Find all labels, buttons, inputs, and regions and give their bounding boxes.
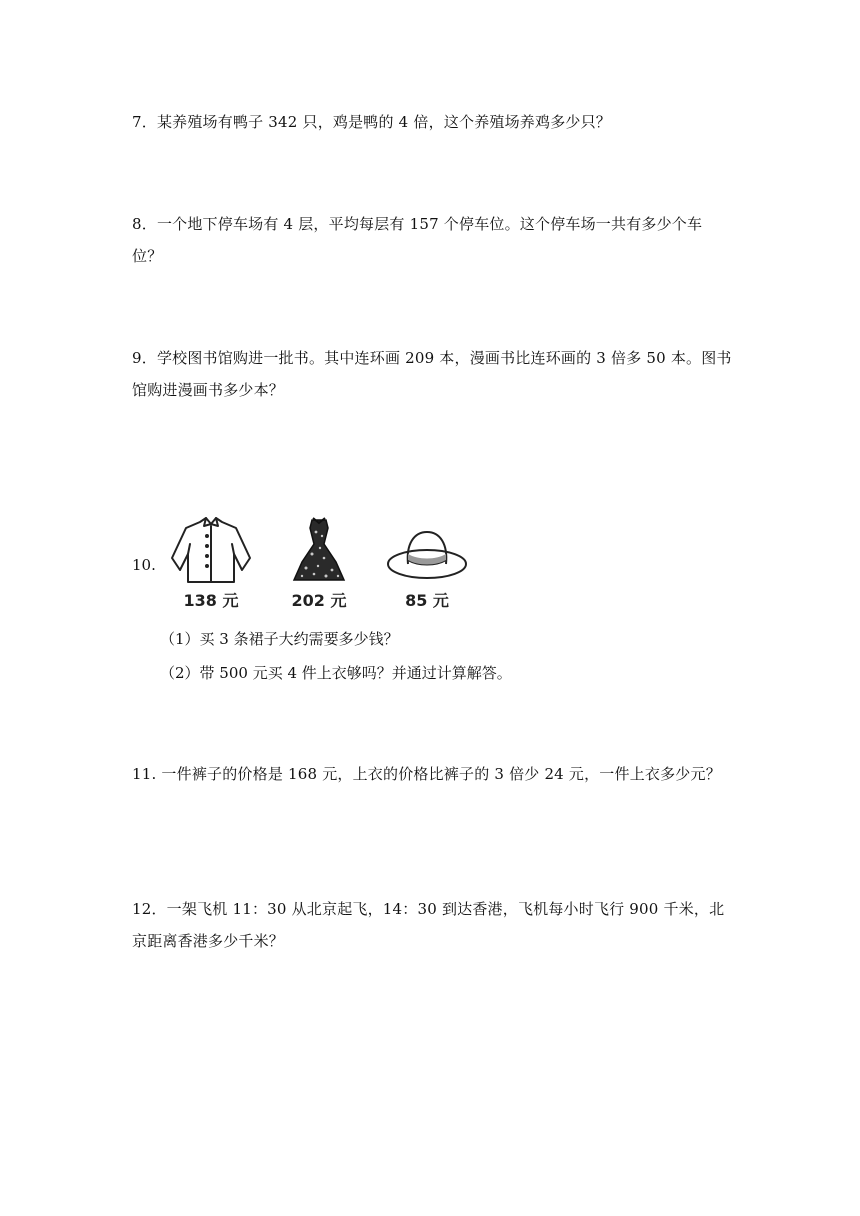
question-8: 8．一个地下停车场有 4 层，平均每层有 157 个停车位。这个停车场一共有多少个车位？ [132, 215, 703, 265]
question-11: 11. 一件裤子的价格是 168 元，上衣的价格比裤子的 3 倍少 24 元，一件上衣多少元？ [132, 765, 721, 783]
question-9: 9．学校图书馆购进一批书。其中连环画 209 本，漫画书比连环画的 3 倍多 50 本。图书馆购进漫画书多少本？ [132, 349, 732, 399]
dress-price: 202 元 [291, 591, 347, 610]
question-10-part-2: （2）带 500 元买 4 件上衣够吗？并通过计算解答。 [160, 664, 512, 682]
dress-icon [282, 514, 356, 586]
dress-item [282, 514, 356, 611]
question-10-part-1: （1）买 3 条裙子大约需要多少钱？ [160, 630, 399, 648]
hat-price: 85 元 [405, 591, 449, 610]
shirt-icon [166, 514, 256, 586]
question-7: 7．某养殖场有鸭子 342 只，鸡是鸭的 4 倍，这个养殖场养鸡多少只？ [132, 113, 611, 131]
hat-item [384, 514, 470, 611]
hat-icon [384, 514, 470, 586]
question-12: 12．一架飞机 11：30 从北京起飞，14：30 到达香港，飞机每小时飞行 900 千米，北京距离香港多少千米？ [132, 900, 725, 950]
shirt-item [166, 514, 256, 611]
question-10-number: 10. [132, 556, 156, 574]
shirt-price: 138 元 [183, 591, 239, 610]
